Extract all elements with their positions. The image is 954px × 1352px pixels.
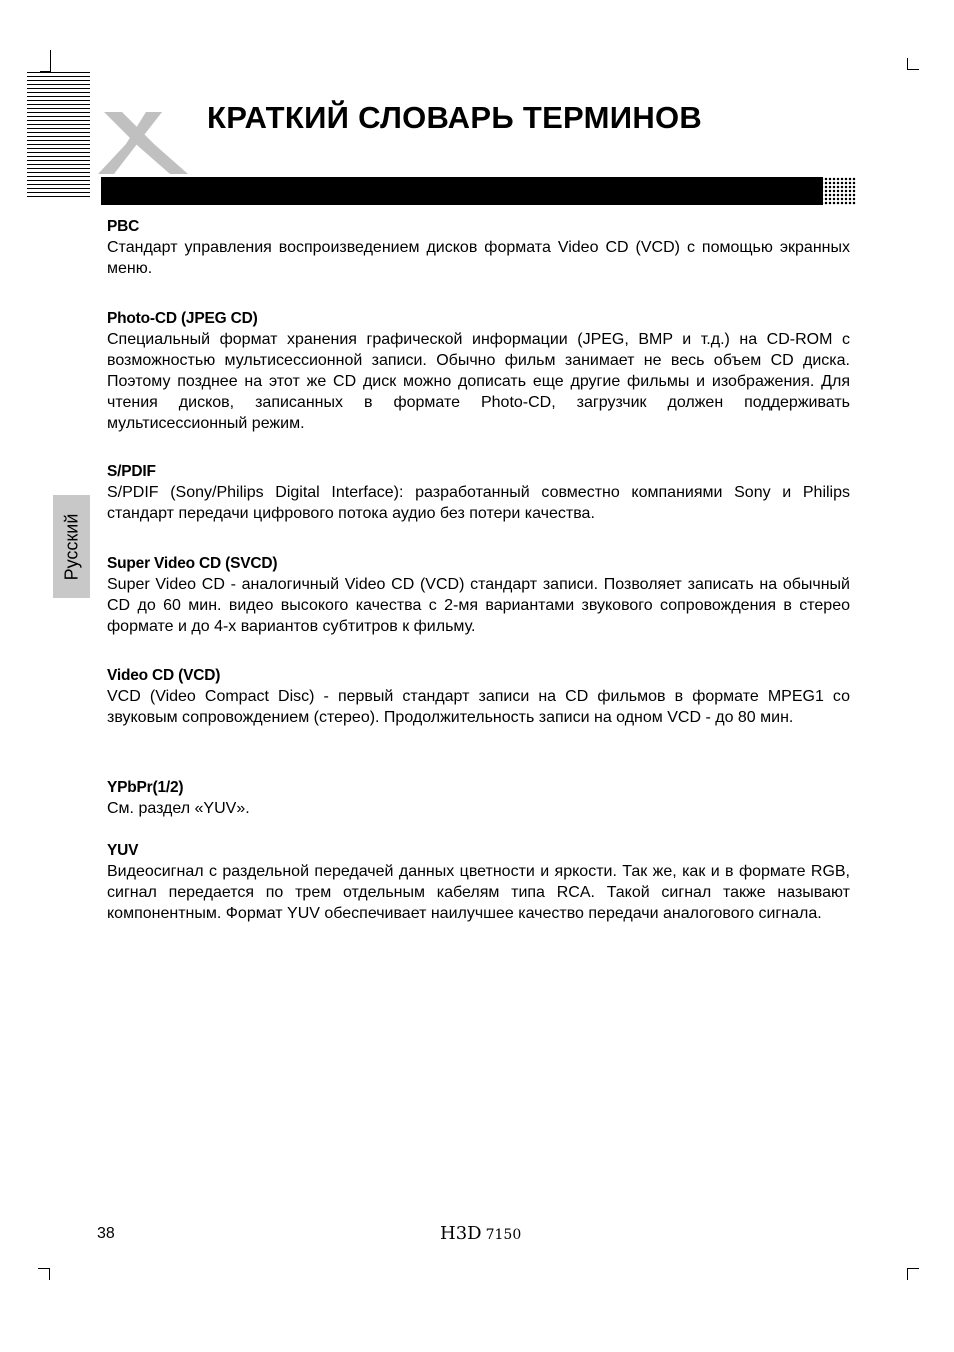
glossary-term: YPbPr(1/2) [107, 779, 184, 796]
glossary-term: PBC [107, 218, 140, 235]
glossary-entry-svcd [107, 554, 850, 637]
x-logo-icon [96, 108, 196, 178]
glossary-description: Стандарт управления воспроизведением дисков формата Video CD (VCD) с помощью экранных меню. [107, 239, 850, 277]
glossary-entry-pbc [107, 217, 850, 279]
crop-mark-bottom-right-h [907, 1268, 919, 1269]
crop-mark-bottom-left-h [38, 1268, 50, 1269]
glossary-entry-photo-cd [107, 309, 850, 434]
page-title: КРАТКИЙ СЛОВАРЬ ТЕРМИНОВ [207, 100, 703, 135]
crop-mark-bottom-right [907, 1268, 908, 1280]
page-number: 38 [97, 1225, 115, 1242]
glossary-description: См. раздел «YUV». [107, 800, 250, 817]
glossary-entry-vcd [107, 666, 850, 728]
glossary-entry-spdif [107, 462, 850, 524]
glossary-term: Photo-CD (JPEG CD) [107, 310, 258, 327]
title-bar [101, 177, 823, 205]
glossary-term: S/PDIF [107, 463, 156, 480]
glossary-entry-yuv [107, 841, 850, 924]
glossary-entry-ypbpr [107, 778, 850, 819]
title-bar-dots [820, 177, 856, 205]
model-name: H3D [440, 1223, 482, 1244]
glossary-term: Super Video CD (SVCD) [107, 555, 278, 572]
footer-model-name [440, 1223, 521, 1244]
glossary-description: VCD (Video Compact Disc) - первый стандарт записи на CD фильмов в формате MPEG1 со звуковым сопровождением (стерео). Продолжительность записи на одном VCD - до 80 мин. [107, 688, 850, 726]
language-side-tab [53, 495, 90, 598]
crop-mark-bottom-left [49, 1268, 50, 1280]
model-number: 7150 [485, 1227, 522, 1243]
glossary-term: Video CD (VCD) [107, 667, 221, 684]
header-stripes [27, 72, 90, 200]
glossary-description: Видеосигнал с раздельной передачей данных цветности и яркости. Так же, как и в формате RGB, сигнал передается по трем отдельным кабелям типа RCA. Такой сигнал также называют компонентным. Формат YUV обеспечивает наилучшее качество передачи аналогового сигнала. [107, 863, 850, 922]
glossary-description: S/PDIF (Sony/Philips Digital Interface): разработанный совместно компаниями Sony и Philips стандарт передачи цифрового потока аудио без потери качества. [107, 484, 850, 522]
language-label: Русский [61, 513, 81, 580]
crop-mark-top-right-h [907, 69, 919, 70]
glossary-description: Super Video CD - аналогичный Video CD (VCD) стандарт записи. Позволяет записать на обычный CD до 60 мин. видео высокого качества с 2-мя вариантами звукового сопровождения в стерео формате и до 4-х вариантов субтитров к фильму. [107, 576, 850, 635]
glossary-description: Специальный формат хранения графической информации (JPEG, BMP и т.д.) на CD-ROM с возможностью мультисессионной записи. Обычно фильм занимает не весь объем CD диска. Поэтому позднее на этот же CD диск можно дописать еще другие фильмы и изображения. Для чтения дисков, записанных в формате Photo-CD, загрузчик должен поддерживать мультисессионный режим. [107, 331, 850, 432]
glossary-term: YUV [107, 842, 139, 859]
crop-mark-top-left [50, 50, 51, 72]
